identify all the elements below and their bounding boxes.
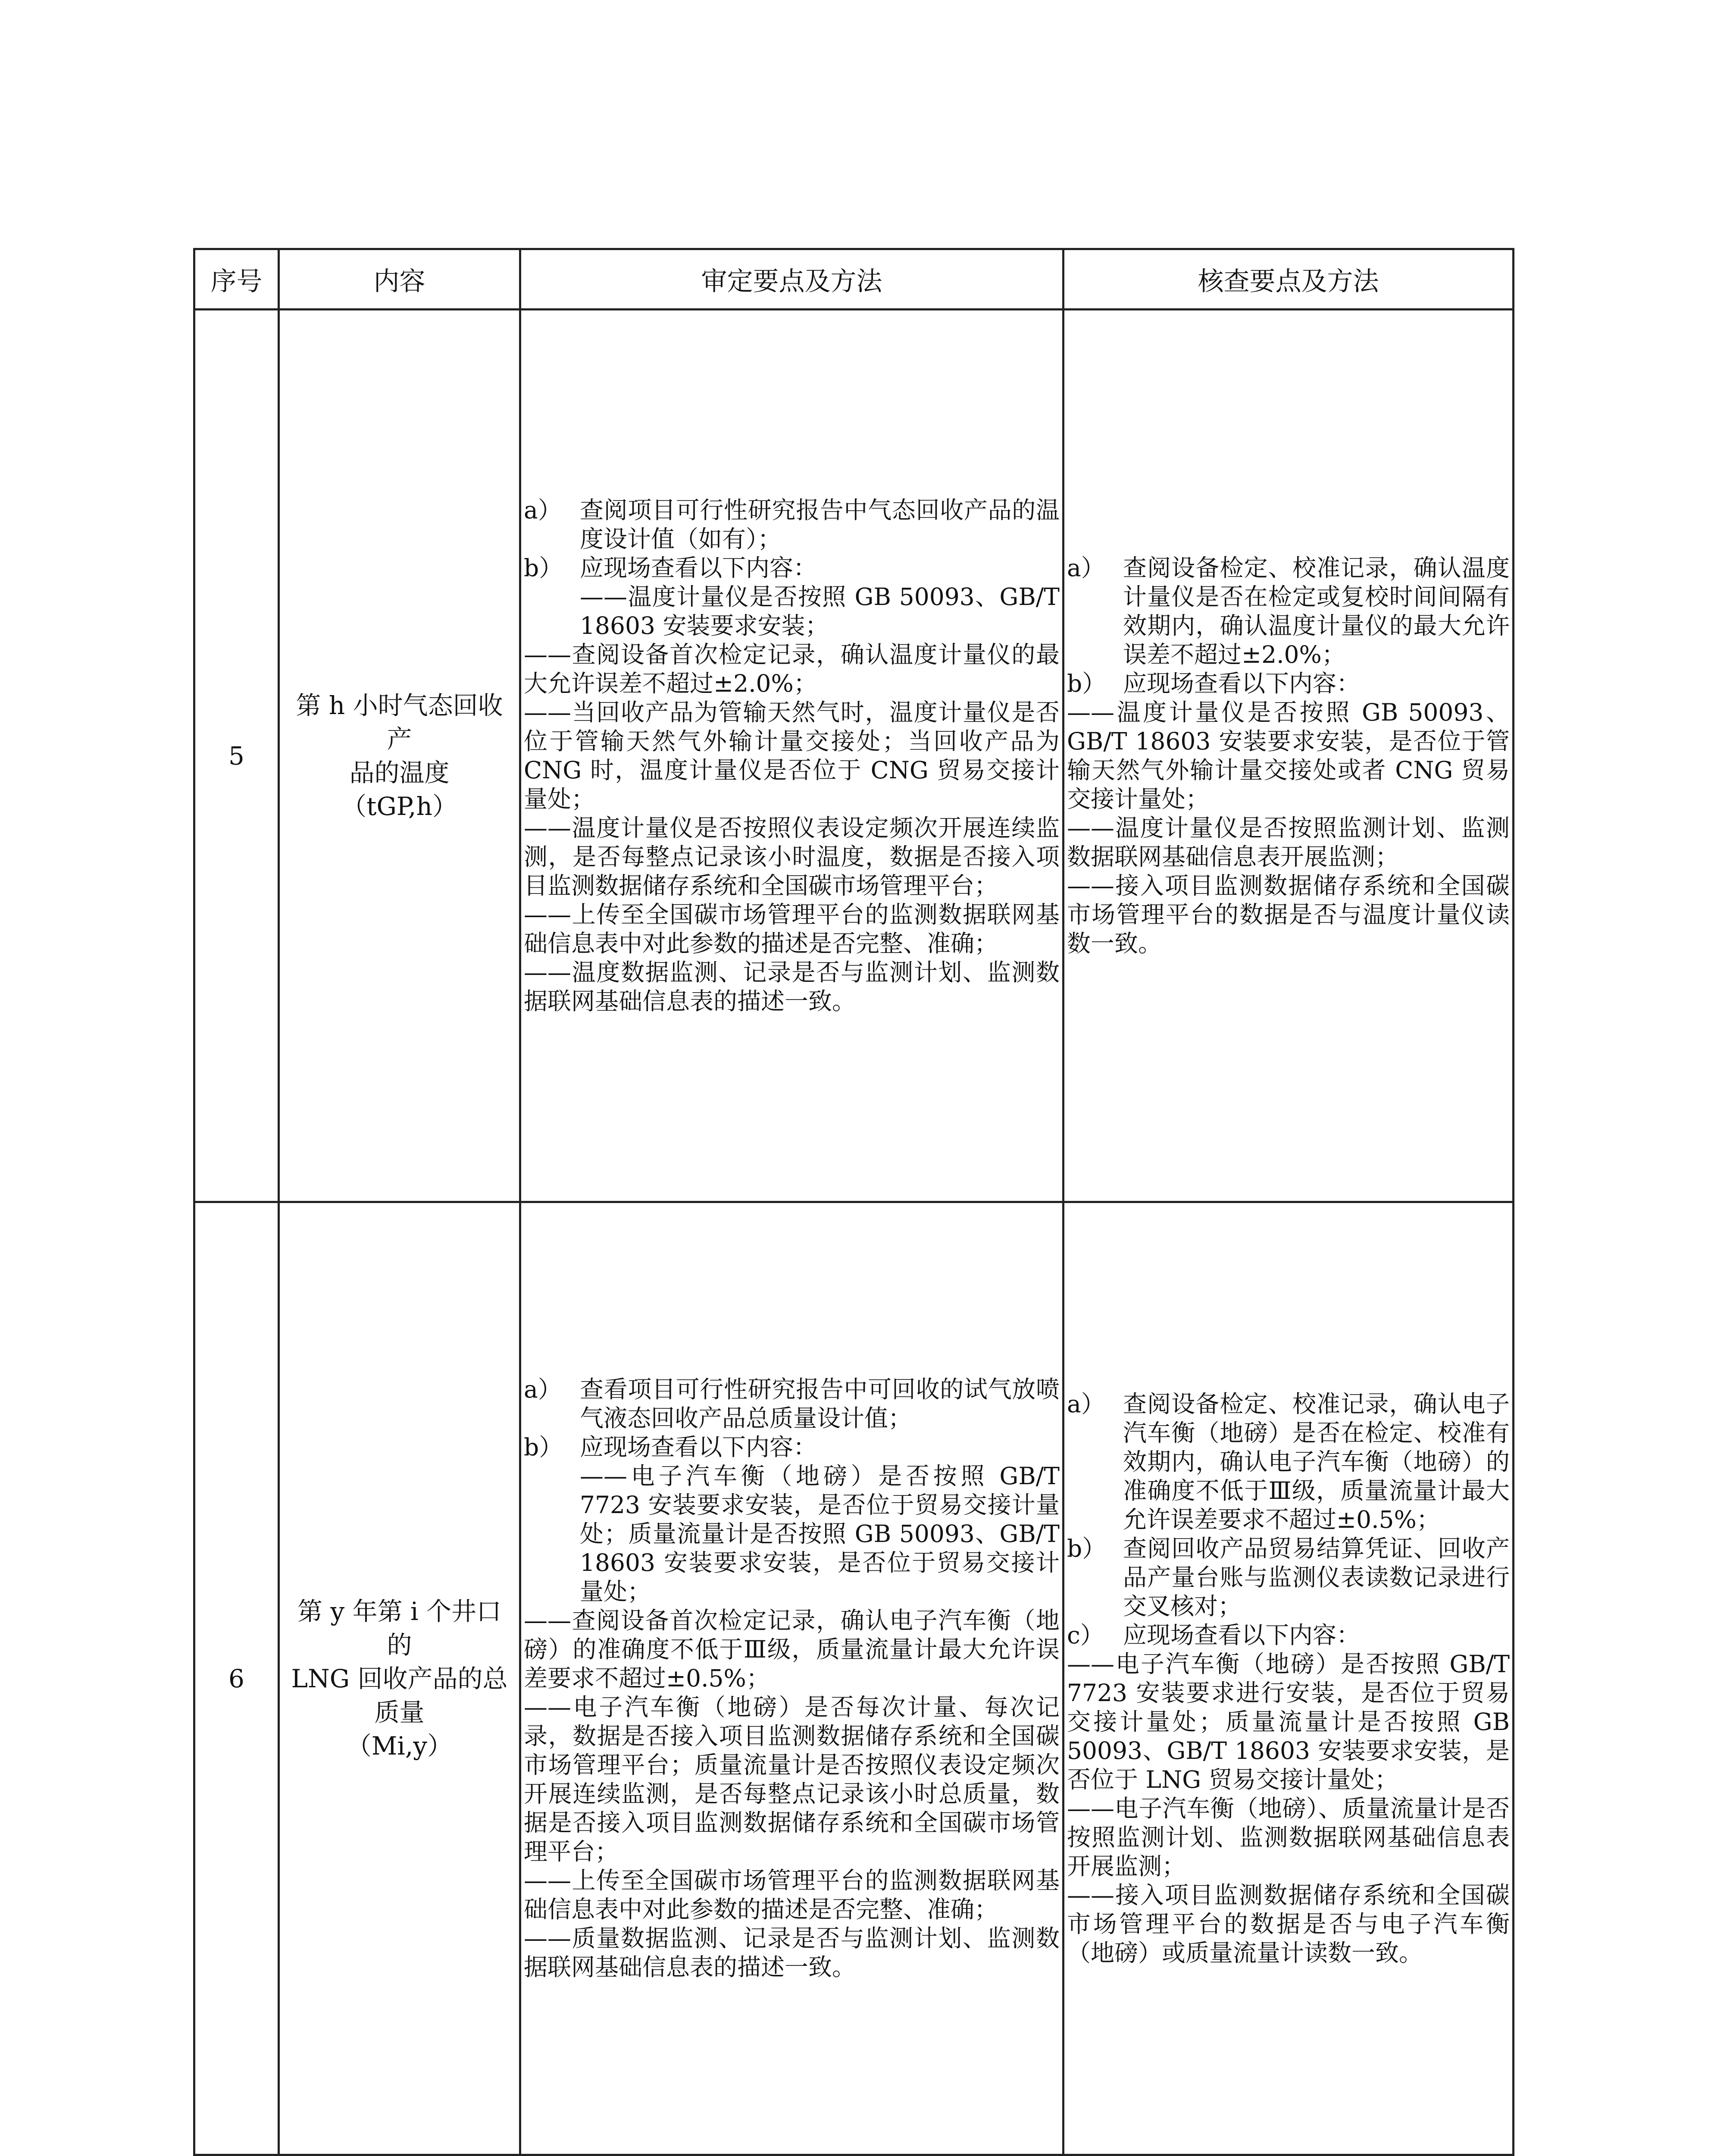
row-number: 5 — [194, 310, 279, 1202]
requirements-table — [193, 248, 1514, 2156]
content-line: 品的温度 — [349, 758, 450, 787]
item-text: 查阅设备检定、校准记录，确认温度计量仪是否在检定或复校时间间隔有效期内，确认温度计量仪的最大允许误差不超过±2.0%； — [1123, 554, 1510, 668]
list-item — [524, 1375, 1060, 1433]
dash-item: ——电子汽车衡（地磅）是否按照 GB/T 7723 安装要求安装，是否位于贸易交接计量处；质量流量计是否按照 GB 50093、GB/T 18603 安装要求安装，是否位于贸易交接计量处； — [580, 1462, 1060, 1605]
list-item — [1067, 1534, 1510, 1621]
header-index: 序号 — [194, 249, 279, 310]
dash-item: ——电子汽车衡（地磅）是否按照 GB/T 7723 安装要求进行安装，是否位于贸易交接计量处；质量流量计是否按照 GB 50093、GB/T 18603 安装要求安装，是否位于 LNG 贸易交接计量处； — [1067, 1650, 1510, 1793]
item-text: 应现场查看以下内容： — [1123, 669, 1361, 697]
row-number: 6 — [194, 1202, 279, 2155]
content-line: （Mi,y） — [346, 1731, 453, 1761]
list-item — [524, 554, 1060, 583]
content-line: 第 h 小时气态回收产 — [296, 690, 503, 754]
row-content — [279, 1202, 520, 2155]
table-row — [194, 1202, 1514, 2155]
dash-item: ——质量数据监测、记录是否与监测计划、监测数据联网基础信息表的描述一致。 — [524, 1924, 1060, 1981]
verification-cell — [1064, 1202, 1514, 2155]
dash-item: ——温度计量仪是否按照监测计划、监测数据联网基础信息表开展监测； — [1067, 814, 1510, 871]
header-content: 内容 — [279, 249, 520, 310]
list-item — [524, 1433, 1060, 1462]
list-item — [524, 496, 1060, 554]
item-text: 查阅项目可行性研究报告中气态回收产品的温度设计值（如有）； — [580, 496, 1060, 553]
content-line: （tGP,h） — [341, 791, 457, 821]
validation-cell — [520, 310, 1064, 1202]
item-marker: a） — [524, 496, 562, 524]
content-line: 第 y 年第 i 个井口的 — [297, 1596, 502, 1660]
header-validation-method: 审定要点及方法 — [520, 249, 1064, 310]
dash-item: ——温度计量仪是否按照仪表设定频次开展连续监测，是否每整点记录该小时温度，数据是否接入项目监测数据储存系统和全国碳市场管理平台； — [524, 814, 1060, 899]
item-marker: b） — [1067, 669, 1106, 697]
item-marker: a） — [1067, 1390, 1105, 1418]
dash-item: ——查阅设备首次检定记录，确认温度计量仪的最大允许误差不超过±2.0%； — [524, 640, 1060, 697]
item-text: 应现场查看以下内容： — [580, 554, 817, 582]
table-row — [194, 310, 1514, 1202]
dash-item: ——上传至全国碳市场管理平台的监测数据联网基础信息表中对此参数的描述是否完整、准确； — [524, 900, 1060, 957]
row-content — [279, 310, 520, 1202]
dash-item: ——接入项目监测数据储存系统和全国碳市场管理平台的数据是否与温度计量仪读数一致。 — [1067, 871, 1510, 957]
dash-item: ——温度计量仪是否按照 GB 50093、GB/T 18603 安装要求安装，是否位于管输天然气外输计量交接处或者 CNG 贸易交接计量处； — [1067, 698, 1510, 813]
item-marker: a） — [1067, 554, 1105, 582]
item-marker: c） — [1067, 1621, 1104, 1649]
item-text: 查阅回收产品贸易结算凭证、回收产品产量台账与监测仪表读数记录进行交叉核对； — [1123, 1534, 1510, 1620]
item-text: 应现场查看以下内容： — [580, 1433, 817, 1461]
dash-item: ——上传至全国碳市场管理平台的监测数据联网基础信息表中对此参数的描述是否完整、准确； — [524, 1867, 1060, 1923]
item-text: 查看项目可行性研究报告中可回收的试气放喷气液态回收产品总质量设计值； — [580, 1376, 1060, 1432]
validation-cell — [520, 1202, 1064, 2155]
header-row — [194, 249, 1514, 310]
item-text: 应现场查看以下内容： — [1123, 1621, 1361, 1649]
list-item — [1067, 554, 1510, 669]
header-verification-method: 核查要点及方法 — [1064, 249, 1514, 310]
item-marker: a） — [524, 1376, 562, 1403]
dash-item: ——电子汽车衡（地磅）是否每次计量、每次记录，数据是否接入项目监测数据储存系统和全国碳市场管理平台；质量流量计是否按照仪表设定频次开展连续监测，是否每整点记录该小时总质量，数据是否接入项目监测数据储存系统和全国碳市场管理平台； — [524, 1693, 1060, 1865]
dash-item: ——接入项目监测数据储存系统和全国碳市场管理平台的数据是否与电子汽车衡（地磅）或质量流量计读数一致。 — [1067, 1881, 1510, 1967]
list-item — [1067, 1390, 1510, 1534]
content-line: LNG 回收产品的总 — [291, 1664, 508, 1693]
content-line: 质量 — [374, 1697, 425, 1727]
list-item — [1067, 669, 1510, 698]
dash-item: ——查阅设备首次检定记录，确认电子汽车衡（地磅）的准确度不低于Ⅲ级，质量流量计最大允许误差要求不超过±0.5%； — [524, 1607, 1060, 1692]
dash-item: ——温度数据监测、记录是否与监测计划、监测数据联网基础信息表的描述一致。 — [524, 958, 1060, 1015]
dash-item: ——电子汽车衡（地磅）、质量流量计是否按照监测计划、监测数据联网基础信息表开展监测； — [1067, 1794, 1510, 1880]
verification-cell — [1064, 310, 1514, 1202]
item-text: 查阅设备检定、校准记录，确认电子汽车衡（地磅）是否在检定、校准有效期内，确认电子汽车衡（地磅）的准确度不低于Ⅲ级，质量流量计最大允许误差要求不超过±0.5%； — [1123, 1390, 1510, 1533]
item-marker: b） — [524, 1433, 563, 1461]
list-item — [1067, 1621, 1510, 1650]
dash-item: ——温度计量仪是否按照 GB 50093、GB/T 18603 安装要求安装； — [580, 583, 1060, 639]
dash-item: ——当回收产品为管输天然气时，温度计量仪是否位于管输天然气外输计量交接处；当回收产品为 CNG 时，温度计量仪是否位于 CNG 贸易交接计量处； — [524, 698, 1060, 813]
item-marker: b） — [524, 554, 563, 582]
item-marker: b） — [1067, 1534, 1106, 1562]
